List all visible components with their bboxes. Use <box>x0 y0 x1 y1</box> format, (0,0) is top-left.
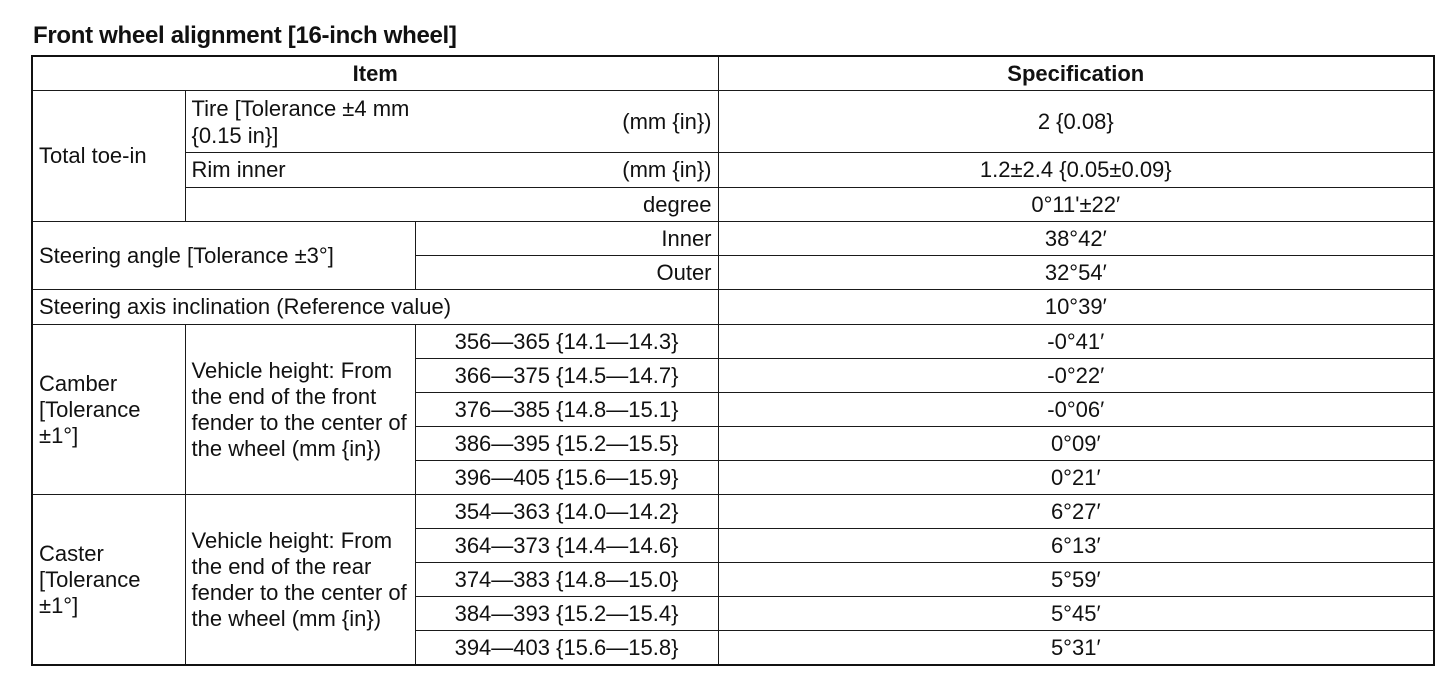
camber-value: -0°41′ <box>718 325 1434 359</box>
item-header: Item <box>32 56 718 91</box>
table-header-row <box>32 56 1434 91</box>
caster-condition: Vehicle height: From the end of the rear fender to the center of the wheel (mm {in}) <box>185 495 415 666</box>
caster-value: 5°45′ <box>718 597 1434 631</box>
rim-unit: (mm {in}) <box>622 157 712 182</box>
camber-condition: Vehicle height: From the end of the front fender to the center of the wheel (mm {in}) <box>185 325 415 495</box>
camber-value: -0°06′ <box>718 393 1434 427</box>
table-row <box>32 188 1434 222</box>
axis-inclination-label: Steering axis inclination (Reference value) <box>32 290 718 325</box>
specification-header: Specification <box>718 56 1434 91</box>
rim-value: 1.2±2.4 {0.05±0.09} <box>718 153 1434 188</box>
tire-label: Tire [Tolerance ±4 mm {0.15 in}] <box>191 95 410 148</box>
caster-label: Caster [Tolerance ±1°] <box>32 495 185 666</box>
tire-unit: (mm {in}) <box>622 108 712 134</box>
table-row <box>32 290 1434 325</box>
table-row <box>32 153 1434 188</box>
camber-value: 0°09′ <box>718 427 1434 461</box>
caster-range: 354—363 {14.0—14.2} <box>415 495 718 529</box>
caster-range: 364—373 {14.4—14.6} <box>415 529 718 563</box>
camber-value: 0°21′ <box>718 461 1434 495</box>
camber-value: -0°22′ <box>718 359 1434 393</box>
table-row <box>32 495 1434 529</box>
steering-angle-label: Steering angle [Tolerance ±3°] <box>32 222 415 290</box>
caster-value: 6°27′ <box>718 495 1434 529</box>
camber-label: Camber [Tolerance ±1°] <box>32 325 185 495</box>
caster-range: 384—393 {15.2—15.4} <box>415 597 718 631</box>
camber-range: 396—405 {15.6—15.9} <box>415 461 718 495</box>
caster-value: 6°13′ <box>718 529 1434 563</box>
caster-range: 374—383 {14.8—15.0} <box>415 563 718 597</box>
camber-range: 386—395 {15.2—15.5} <box>415 427 718 461</box>
table-row <box>32 325 1434 359</box>
caster-value: 5°59′ <box>718 563 1434 597</box>
rim-label: Rim inner <box>191 157 286 182</box>
tire-value: 2 {0.08} <box>718 91 1434 153</box>
caster-value: 5°31′ <box>718 631 1434 666</box>
steering-inner-value: 38°42′ <box>718 222 1434 256</box>
rim-cell <box>185 153 718 188</box>
degree-value: 0°11'±22′ <box>718 188 1434 222</box>
axis-inclination-value: 10°39′ <box>718 290 1434 325</box>
tire-cell <box>185 91 718 153</box>
camber-range: 366—375 {14.5—14.7} <box>415 359 718 393</box>
page-title: Front wheel alignment [16-inch wheel] <box>33 22 457 49</box>
table-row <box>32 222 1434 256</box>
steering-outer-label: Outer <box>415 256 718 290</box>
degree-unit: degree <box>185 188 718 222</box>
camber-range: 376—385 {14.8—15.1} <box>415 393 718 427</box>
caster-range: 394—403 {15.6—15.8} <box>415 631 718 666</box>
table-row <box>32 91 1434 153</box>
steering-inner-label: Inner <box>415 222 718 256</box>
steering-outer-value: 32°54′ <box>718 256 1434 290</box>
toe-in-label: Total toe-in <box>32 91 185 222</box>
camber-range: 356—365 {14.1—14.3} <box>415 325 718 359</box>
alignment-spec-table <box>31 55 1435 666</box>
